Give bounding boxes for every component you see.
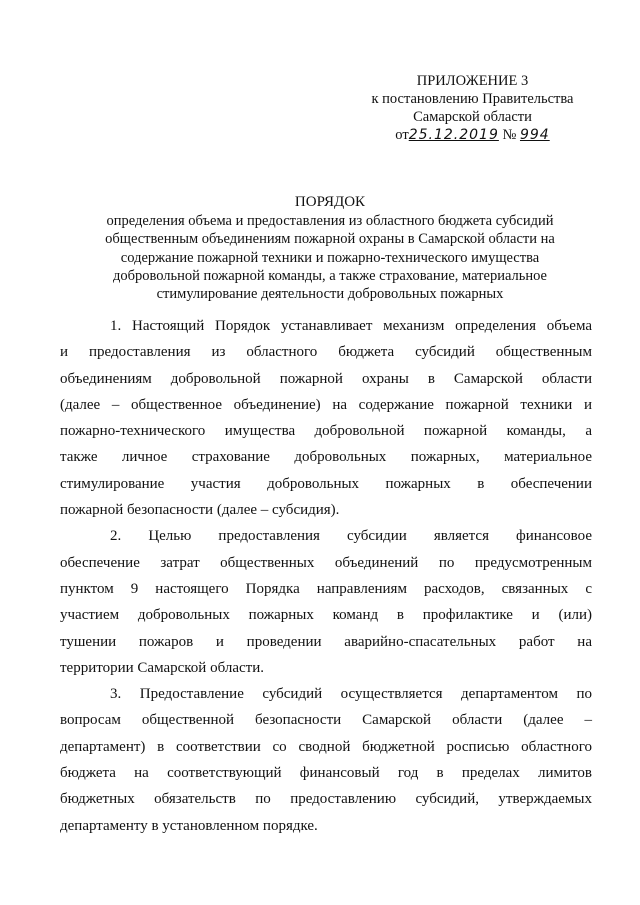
handwritten-date: 25.12.2019 [408, 127, 499, 143]
paragraph-line: департаменту в установленном порядке. [60, 817, 318, 834]
paragraph-3 [60, 682, 592, 840]
paragraph-line: вопросам общественной безопасности Самарской области (далее – [60, 712, 592, 729]
handwritten-number: 994 [519, 127, 550, 143]
date-prefix: от [395, 127, 409, 143]
paragraph-line: тушении пожаров и проведении аварийно-спасательных работ на [60, 633, 592, 650]
paragraph-line: участием добровольных пожарных команд в профилактике и (или) [60, 607, 592, 624]
paragraph-1 [60, 314, 592, 524]
title-line: определения объема и предоставления из областного бюджета субсидий [106, 213, 554, 230]
title-line: добровольной пожарной команды, а также страхование, материальное [112, 267, 547, 284]
paragraph-line: (далее – общественное объединение) на содержание пожарной техники и [60, 396, 592, 413]
appendix-label: ПРИЛОЖЕНИЕ 3 [416, 73, 529, 89]
number-prefix: № [502, 127, 517, 143]
paragraph-line: стимулирование участия добровольных пожарных в обеспечении [60, 475, 592, 492]
paragraph-line: обеспечение затрат общественных объединений по предусмотренным [60, 554, 592, 571]
paragraph-line: бюджета на соответствующий финансовый год в пределах лимитов [60, 765, 592, 782]
title-heading: ПОРЯДОК [294, 194, 366, 210]
paragraph-line: территории Самарской области. [60, 659, 264, 676]
title-line: содержание пожарной техники и пожарно-технического имущества [120, 249, 540, 266]
appendix-date-line [345, 126, 600, 144]
paragraph-line: бюджетных обязательств по предоставлению субсидий, утверждаемых [60, 791, 592, 808]
paragraph-line: 1. Настоящий Порядок устанавливает механизм определения объема [110, 318, 592, 334]
appendix-line: к постановлению Правительства [371, 91, 574, 107]
document-body [60, 314, 592, 840]
paragraph-line: 3. Предоставление субсидий осуществляется департаментом по [110, 686, 592, 703]
appendix-block [345, 72, 600, 144]
paragraph-line: также личное страхование добровольных пожарных, материальное [60, 449, 592, 466]
paragraph-line: и предоставления из областного бюджета субсидий общественным [60, 344, 592, 361]
appendix-line: Самарской области [413, 109, 532, 125]
title-line: стимулирование деятельности добровольных пожарных [156, 286, 504, 303]
document-title [40, 193, 620, 303]
paragraph-line: пожарно-технического имущества добровольной пожарной команды, а [60, 423, 592, 440]
paragraph-line: пожарной безопасности (далее – субсидия). [60, 502, 340, 519]
paragraph-line: пунктом 9 настоящего Порядка направлениям расходов, связанных с [60, 580, 592, 597]
paragraph-line: департамент) в соответствии со сводной бюджетной росписью областного [60, 738, 592, 755]
paragraph-2 [60, 524, 592, 682]
title-line: общественным объединениям пожарной охраны в Самарской области на [105, 231, 555, 248]
paragraph-line: объединениям добровольной пожарной охраны в Самарской области [60, 370, 592, 387]
paragraph-line: 2. Целью предоставления субсидии является финансовое [110, 528, 592, 545]
